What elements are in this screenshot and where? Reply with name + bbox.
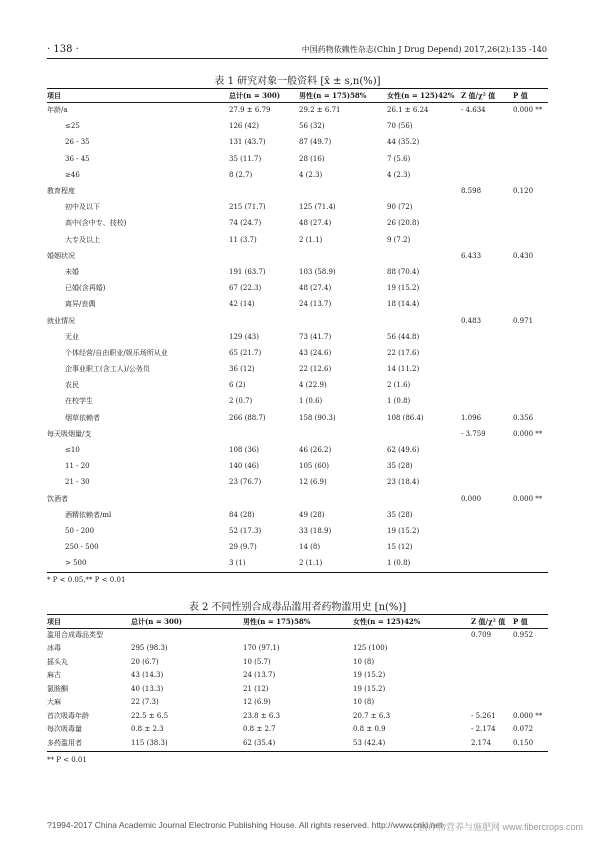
- table1-col-stat: Z 值/χ² 值: [461, 91, 496, 100]
- cell-total: 22.5 ± 6.5: [131, 711, 169, 720]
- cell-female: 35 (28): [387, 510, 413, 519]
- cell-male: 0.8 ± 2.7: [243, 725, 276, 734]
- table-row: [47, 491, 548, 507]
- table2-col-stat: Z 值/χ² 值: [471, 617, 506, 626]
- table-row: [47, 151, 548, 167]
- cell-p: 0.971: [513, 316, 534, 325]
- cell-stat: [471, 642, 513, 656]
- table-row: [47, 118, 548, 134]
- cell-item: 离异/丧偶: [65, 300, 96, 309]
- cell-male: 33 (18.9): [299, 526, 332, 535]
- cell-female: 108 (86.4): [387, 413, 424, 422]
- table-row: [47, 167, 548, 183]
- cell-p: 0.150: [513, 738, 534, 747]
- cell-item: 滥用合成毒品类型: [47, 630, 103, 639]
- cell-total: [229, 183, 299, 199]
- cell-p: 0.000 **: [513, 429, 543, 438]
- cell-p: [513, 682, 548, 696]
- cell-male: [243, 628, 353, 642]
- cell-p: [513, 539, 548, 555]
- cell-male: 22 (12.6): [299, 365, 332, 374]
- cell-male: 105 (60): [299, 462, 329, 471]
- cell-female: 35 (28): [387, 462, 413, 471]
- table1-col-p: P 值: [513, 91, 528, 100]
- cell-stat: [471, 682, 513, 696]
- cell-stat: [461, 345, 513, 361]
- cell-stat: 0.709: [471, 630, 492, 639]
- table-row: [47, 312, 548, 328]
- cell-male: 21 (12): [243, 684, 269, 693]
- cell-stat: [461, 167, 513, 183]
- cell-total: 27.9 ± 6.79: [229, 106, 271, 115]
- table-row: [47, 682, 548, 696]
- cell-total: [229, 248, 299, 264]
- cell-total: 35 (11.7): [229, 154, 262, 163]
- table2-note: ** P < 0.01: [47, 756, 87, 764]
- cell-female: 0.8 ± 0.9: [353, 725, 386, 734]
- cell-item: ≤10: [65, 446, 80, 455]
- cell-total: 8 (2.7): [229, 170, 253, 179]
- cell-p: [513, 361, 548, 377]
- cell-item: 年龄/a: [47, 106, 68, 115]
- cell-female: 15 (12): [387, 543, 413, 552]
- table-row: [47, 215, 548, 231]
- cell-p: [513, 377, 548, 393]
- table-row: [47, 507, 548, 523]
- cell-stat: - 3.759: [461, 429, 486, 438]
- cell-item: 饮酒者: [47, 494, 68, 503]
- cell-male: 48 (27.4): [299, 284, 332, 293]
- cell-stat: [461, 199, 513, 215]
- table-row: [47, 361, 548, 377]
- cell-item: ≥46: [65, 170, 80, 179]
- cell-p: [513, 232, 548, 248]
- cell-p: [513, 393, 548, 409]
- cell-item: 无业: [65, 332, 79, 341]
- cell-item: 摇头丸: [47, 657, 68, 666]
- cell-total: 74 (24.7): [229, 219, 262, 228]
- table1-bottom-rule: [47, 572, 548, 573]
- table-row: [47, 426, 548, 442]
- cell-p: 0.000 **: [513, 106, 543, 115]
- cell-item: 多药滥用者: [47, 738, 82, 747]
- cell-female: 26 (20.8): [387, 219, 420, 228]
- table-row: [47, 183, 548, 199]
- cell-item: 酒精依赖者/ml: [65, 510, 112, 519]
- cell-female: 20.7 ± 6.3: [353, 711, 391, 720]
- cell-total: 29 (9.7): [229, 543, 257, 552]
- table2-col-total: 总计(n = 300): [131, 617, 183, 626]
- table-row: [47, 696, 548, 710]
- cell-stat: [461, 458, 513, 474]
- cell-male: 2 (1.1): [299, 559, 323, 568]
- table1-col-item: 项目: [47, 91, 61, 100]
- cell-item: ≤25: [65, 122, 80, 131]
- cell-female: 4 (2.3): [387, 170, 411, 179]
- cell-male: 158 (90.3): [299, 413, 336, 422]
- table2-title: 表 2 不同性别合成毒品滥用者药物滥用史 [n(%)]: [188, 602, 407, 613]
- cell-male: 12 (6.9): [243, 698, 271, 707]
- cell-item: 21 - 30: [65, 478, 90, 487]
- cell-female: 19 (15.2): [353, 684, 386, 693]
- cell-male: 62 (35.4): [243, 738, 276, 747]
- cell-male: 29.2 ± 6.71: [299, 106, 341, 115]
- cell-male: 10 (5.7): [243, 657, 271, 666]
- cell-p: [513, 696, 548, 710]
- cell-total: 36 (12): [229, 365, 255, 374]
- site-watermark: 中国作物营养与施肥网 www.fibercrops.com: [409, 822, 583, 832]
- table1-col-female: 女性(n = 125)42%: [387, 91, 455, 100]
- cell-total: [131, 628, 243, 642]
- cell-stat: [461, 264, 513, 280]
- cell-female: 23 (18.4): [387, 478, 420, 487]
- cell-p: 0.430: [513, 251, 534, 260]
- cell-p: [513, 458, 548, 474]
- table-row: [47, 474, 548, 490]
- cell-total: 295 (98.3): [131, 644, 168, 653]
- cell-p: [513, 642, 548, 656]
- cell-total: [229, 312, 299, 328]
- cell-item: 婚姻状况: [47, 251, 75, 260]
- cell-item: 大麻: [47, 698, 61, 707]
- cell-item: 大专及以上: [65, 235, 100, 244]
- cell-p: [513, 329, 548, 345]
- cell-female: 2 (1.6): [387, 381, 411, 390]
- cell-total: 22 (7.3): [131, 698, 159, 707]
- cell-item: 初中及以下: [65, 203, 100, 212]
- table2-col-item: 项目: [47, 617, 61, 626]
- table-row: [47, 523, 548, 539]
- cell-p: 0.072: [513, 725, 534, 734]
- cell-item: 在校学生: [65, 397, 93, 406]
- cell-stat: [461, 539, 513, 555]
- cell-male: 170 (97.1): [243, 644, 280, 653]
- cell-stat: [461, 296, 513, 312]
- cell-female: [387, 491, 461, 507]
- cell-total: 67 (22.3): [229, 284, 262, 293]
- table-row: [47, 329, 548, 345]
- table-row: [47, 248, 548, 264]
- cell-item: 50 - 200: [65, 526, 95, 535]
- cell-item: 36 - 45: [65, 154, 90, 163]
- cell-female: 10 (8): [353, 657, 375, 666]
- cell-stat: [461, 151, 513, 167]
- cell-total: [229, 426, 299, 442]
- cell-stat: 0.000: [461, 494, 482, 503]
- cell-female: 56 (44.8): [387, 332, 420, 341]
- cell-female: 7 (5.6): [387, 154, 411, 163]
- cell-male: 56 (32): [299, 122, 325, 131]
- cell-stat: - 4.634: [461, 106, 486, 115]
- cell-p: [513, 345, 548, 361]
- cell-item: 高中(含中专、技校): [65, 219, 127, 228]
- table-row: [47, 410, 548, 426]
- table-row: [47, 642, 548, 656]
- cell-item: 氯胺酮: [47, 684, 68, 693]
- cell-female: 19 (15.2): [387, 284, 420, 293]
- cell-female: 44 (35.2): [387, 138, 420, 147]
- cell-p: [513, 523, 548, 539]
- cell-item: 250 - 500: [65, 543, 99, 552]
- table-row: [47, 345, 548, 361]
- cell-female: 18 (14.4): [387, 300, 420, 309]
- cell-male: 43 (24.6): [299, 348, 332, 357]
- cell-female: 125 (100): [353, 644, 388, 653]
- cell-stat: [461, 507, 513, 523]
- cell-stat: [461, 118, 513, 134]
- cell-item: 麻古: [47, 671, 61, 680]
- table-row: [47, 458, 548, 474]
- cell-total: 3 (1): [229, 559, 246, 568]
- table1-title: 表 1 研究对象一般资料 [x̄ ± s,n(%)]: [214, 76, 381, 87]
- cell-p: 0.120: [513, 187, 534, 196]
- cell-female: [387, 312, 461, 328]
- table-row: [47, 102, 548, 118]
- cell-stat: [471, 696, 513, 710]
- cell-p: [513, 264, 548, 280]
- cell-p: 0.952: [513, 630, 534, 639]
- cell-stat: [461, 474, 513, 490]
- cell-male: 103 (58.9): [299, 267, 336, 276]
- cell-female: 9 (7.2): [387, 235, 411, 244]
- cell-stat: 2.174: [471, 738, 492, 747]
- table-row: [47, 736, 548, 750]
- cell-male: 23.8 ± 6.3: [243, 711, 281, 720]
- cell-item: 就业情况: [47, 316, 75, 325]
- cell-female: 90 (72): [387, 203, 413, 212]
- cell-female: [387, 248, 461, 264]
- cell-total: 20 (6.7): [131, 657, 159, 666]
- table-row: [47, 655, 548, 669]
- cell-item: 首次吸毒年龄: [47, 711, 89, 720]
- cell-total: 108 (36): [229, 446, 259, 455]
- cell-male: 87 (49.7): [299, 138, 332, 147]
- cell-stat: [461, 134, 513, 150]
- cell-male: 28 (16): [299, 154, 325, 163]
- cell-stat: [461, 555, 513, 571]
- cell-total: [229, 491, 299, 507]
- cell-male: 14 (8): [299, 543, 321, 552]
- cell-female: 10 (8): [353, 698, 375, 707]
- cell-p: 0.356: [513, 413, 534, 422]
- table-row: [47, 264, 548, 280]
- cell-male: 24 (13.7): [299, 300, 332, 309]
- table1-note: * P < 0.05,** P < 0.01: [47, 576, 126, 584]
- table2-bottom-rule: [47, 751, 548, 752]
- page-number: · 138 ·: [47, 44, 79, 55]
- cell-item: 26 - 35: [65, 138, 90, 147]
- table1-top-rule: [47, 88, 548, 89]
- cell-male: 4 (22.9): [299, 381, 327, 390]
- cell-total: 140 (46): [229, 462, 259, 471]
- table1-col-total: 总计(n = 300): [229, 91, 281, 100]
- table-row: [47, 723, 548, 737]
- table2-top-rule: [47, 614, 548, 615]
- cell-item: 每次吸毒量: [47, 725, 82, 734]
- table2-header-row: [47, 616, 548, 628]
- journal-header: 中国药物依赖性杂志(Chin J Drug Depend) 2017,26(2):135 -140: [301, 45, 547, 54]
- table1-header-rule: [47, 102, 548, 103]
- cell-female: 19 (15.2): [387, 526, 420, 535]
- cell-p: [513, 215, 548, 231]
- table-row: [47, 377, 548, 393]
- cell-male: [299, 183, 387, 199]
- table-row: [47, 393, 548, 409]
- table-row: [47, 555, 548, 571]
- cell-p: [513, 442, 548, 458]
- cell-total: 40 (13.3): [131, 684, 164, 693]
- cell-p: [513, 669, 548, 683]
- cell-total: 43 (14.3): [131, 671, 164, 680]
- cell-total: 42 (14): [229, 300, 255, 309]
- cell-male: 46 (26.2): [299, 446, 332, 455]
- cell-p: [513, 199, 548, 215]
- table-row: [47, 199, 548, 215]
- cell-female: 70 (56): [387, 122, 413, 131]
- cell-p: 0.000 **: [513, 711, 543, 720]
- copyright-footer: ?1994-2017 China Academic Journal Electronic Publishing House. All rights reserved. http://www.cnki.net: [47, 820, 443, 830]
- cell-total: 11 (3.7): [229, 235, 257, 244]
- cell-item: 企事业职工(含工人)/公务员: [65, 365, 150, 374]
- cell-female: 14 (11.2): [387, 365, 420, 374]
- cell-p: 0.000 **: [513, 494, 543, 503]
- table1: [47, 90, 548, 571]
- cell-male: 2 (1.1): [299, 235, 323, 244]
- cell-female: 62 (49.6): [387, 446, 420, 455]
- table-row: [47, 709, 548, 723]
- cell-p: [513, 507, 548, 523]
- cell-male: 125 (71.4): [299, 203, 336, 212]
- cell-stat: [471, 655, 513, 669]
- cell-total: 0.8 ± 2.3: [131, 725, 164, 734]
- cell-female: 1 (0.8): [387, 559, 411, 568]
- table2-col-p: P 值: [513, 617, 528, 626]
- cell-total: 6 (2): [229, 381, 246, 390]
- cell-stat: [471, 669, 513, 683]
- cell-item: 教育程度: [47, 187, 75, 196]
- cell-male: [299, 248, 387, 264]
- table1-col-male: 男性(n = 175)58%: [299, 91, 367, 100]
- table-row: [47, 628, 548, 642]
- cell-male: [299, 491, 387, 507]
- cell-female: 53 (42.4): [353, 738, 386, 747]
- cell-male: 49 (28): [299, 510, 325, 519]
- cell-male: 24 (13.7): [243, 671, 276, 680]
- cell-female: 22 (17.6): [387, 348, 420, 357]
- cell-total: 131 (43.7): [229, 138, 266, 147]
- cell-stat: 1.096: [461, 413, 482, 422]
- cell-female: 1 (0.8): [387, 397, 411, 406]
- cell-item: 11 - 20: [65, 462, 90, 471]
- table2-col-female: 女性(n = 125)42%: [353, 617, 421, 626]
- cell-item: 未婚: [65, 267, 79, 276]
- cell-stat: [461, 393, 513, 409]
- table2-col-male: 男性(n = 175)58%: [243, 617, 311, 626]
- cell-stat: [461, 523, 513, 539]
- table-row: [47, 134, 548, 150]
- cell-total: 2 (0.7): [229, 397, 253, 406]
- cell-stat: 0.483: [461, 316, 482, 325]
- table-row: [47, 669, 548, 683]
- cell-p: [513, 280, 548, 296]
- cell-item: 个体经营/自由职业/娱乐场所从业: [65, 348, 168, 357]
- table1-header-row: [47, 90, 548, 102]
- cell-stat: 8.598: [461, 187, 482, 196]
- cell-item: 农民: [65, 381, 79, 390]
- cell-stat: 6.433: [461, 251, 482, 260]
- cell-female: [387, 183, 461, 199]
- cell-male: [299, 426, 387, 442]
- table-row: [47, 539, 548, 555]
- cell-female: [353, 628, 471, 642]
- cell-stat: [461, 442, 513, 458]
- cell-p: [513, 655, 548, 669]
- cell-total: 23 (76.7): [229, 478, 262, 487]
- table2: [47, 616, 548, 750]
- cell-p: [513, 151, 548, 167]
- cell-p: [513, 134, 548, 150]
- cell-female: 19 (15.2): [353, 671, 386, 680]
- cell-stat: [461, 377, 513, 393]
- cell-p: [513, 296, 548, 312]
- table-row: [47, 296, 548, 312]
- cell-total: 115 (38.3): [131, 738, 168, 747]
- cell-male: [299, 312, 387, 328]
- cell-stat: - 2.174: [471, 725, 496, 734]
- cell-item: > 500: [65, 559, 87, 568]
- cell-total: 215 (71.7): [229, 203, 266, 212]
- cell-stat: [461, 361, 513, 377]
- table-row: [47, 280, 548, 296]
- cell-stat: [461, 232, 513, 248]
- cell-p: [513, 555, 548, 571]
- cell-total: 191 (63.7): [229, 267, 266, 276]
- cell-female: [387, 426, 461, 442]
- cell-total: 84 (28): [229, 510, 255, 519]
- cell-total: 65 (21.7): [229, 348, 262, 357]
- cell-total: 129 (43): [229, 332, 259, 341]
- cell-female: 88 (70.4): [387, 267, 420, 276]
- header-rule: [47, 58, 548, 59]
- cell-item: 冰毒: [47, 644, 61, 653]
- cell-female: 26.1 ± 6.24: [387, 106, 429, 115]
- cell-stat: [461, 215, 513, 231]
- cell-p: [513, 167, 548, 183]
- cell-stat: [461, 280, 513, 296]
- cell-male: 4 (2.3): [299, 170, 323, 179]
- cell-total: 126 (42): [229, 122, 259, 131]
- cell-p: [513, 474, 548, 490]
- cell-male: 12 (6.9): [299, 478, 327, 487]
- cell-male: 73 (41.7): [299, 332, 332, 341]
- cell-p: [513, 118, 548, 134]
- cell-stat: - 5.261: [471, 711, 496, 720]
- cell-male: 48 (27.4): [299, 219, 332, 228]
- cell-male: 1 (0.6): [299, 397, 323, 406]
- table2-header-rule: [47, 628, 548, 629]
- cell-item: 已婚(含再婚): [65, 284, 106, 293]
- table-row: [47, 442, 548, 458]
- cell-total: 266 (88.7): [229, 413, 266, 422]
- cell-item: 烟草依赖者: [65, 413, 100, 422]
- table-row: [47, 232, 548, 248]
- cell-item: 每天吸烟量/支: [47, 429, 92, 438]
- cell-total: 52 (17.3): [229, 526, 262, 535]
- cell-stat: [461, 329, 513, 345]
